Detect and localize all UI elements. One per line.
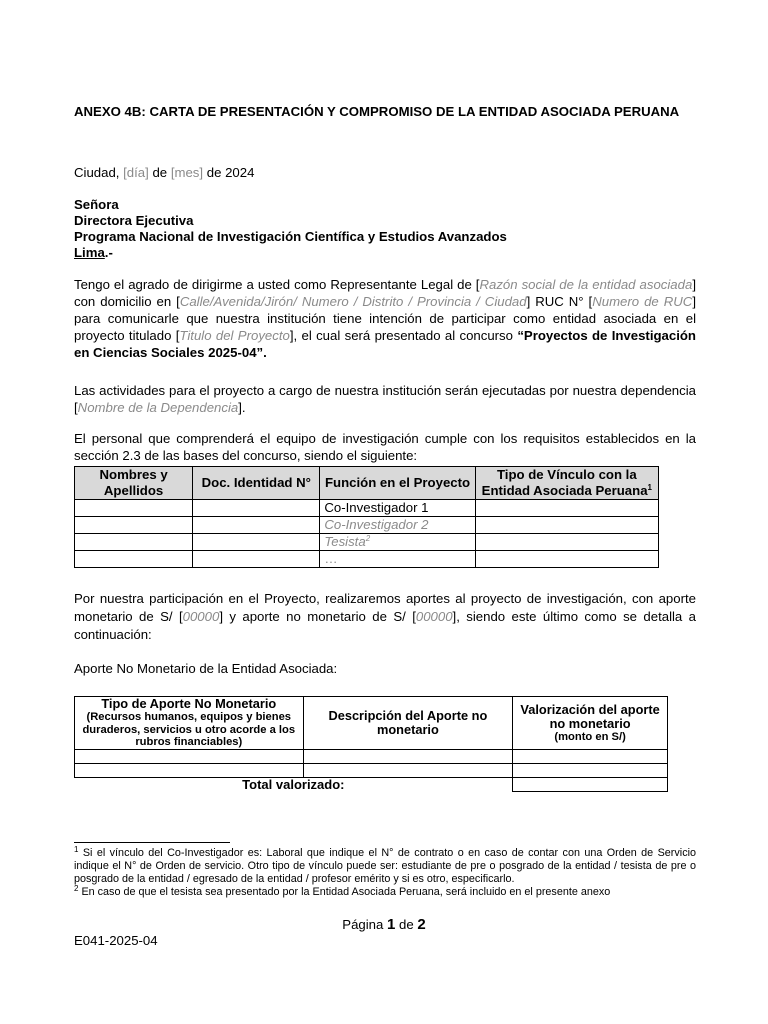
footnote-separator [74, 842, 230, 843]
total-row [75, 778, 668, 792]
footnote-1: $^1$ Si el vínculo del Co-Investigador es: Laboral que indique el N° de contrato o en caso de contar con una Orden de Servicio indique el N° de Orden de servicio. Otro tipo de vínculo puede ser: estudiante de pre o posgrado de la entidad / tesista de pre o posgrado de la entidad / egresado de la entidad / profesor emérito y si es otro, especificarlo. [74, 845, 696, 885]
total-label: Total valorizado: [75, 778, 513, 792]
paragraph-activities: Las actividades para el proyecto a cargo de nuestra institución serán ejecutadas por nuestra dependencia [Nombre de la Dependencia]. [74, 383, 696, 415]
col-header-tipo-aporte: Tipo de Aporte No Monetario (Recursos humanos, equipos y bienes duraderos, servicios u otro acorde a los rubros financiables) [75, 697, 304, 750]
titulo-placeholder: Titulo del Proyecto [179, 328, 290, 343]
month-placeholder: mes [174, 165, 200, 180]
recipient-block [74, 197, 696, 261]
monto-no-monetario-placeholder: 00000 [415, 609, 453, 624]
aporte-heading: Aporte No Monetario de la Entidad Asociada: [74, 661, 338, 676]
table-row [75, 551, 659, 568]
col-header-descripcion: Descripción del Aporte no monetario [303, 697, 513, 750]
recipient-organization: Programa Nacional de Investigación Científica y Estudios Avanzados [74, 229, 507, 244]
paragraph-team: El personal que comprenderá el equipo de investigación cumple con los requisitos establecidos en la sección 2.3 de las bases del concurso, siendo el siguiente: [74, 431, 696, 463]
dependencia-placeholder: Nombre de la Dependencia [77, 400, 239, 415]
paragraph-intro: Tengo el agrado de dirigirme a usted como Representante Legal de [Razón social de la entidad asociada] con domicilio en [Calle/Avenida/Jirón/ Numero / Distrito / Provincia / Ciudad] RUC N° [Numero de RUC] para comunicarle que nuestra institución tiene intención de participar como entidad asociada en el proyecto titulado [Titulo del Proyecto], el cual será presentado al concurso “Proyectos de Investigación en Ciencias Sociales 2025-04”. [74, 277, 696, 360]
recipient-position: Directora Ejecutiva [74, 213, 194, 228]
ruc-placeholder: Numero de RUC [592, 294, 693, 309]
col-header-nombres: Nombres y Apellidos [75, 467, 193, 500]
page-number: Página 1 de 2 [342, 916, 426, 933]
col-header-doc: Doc. Identidad N° [193, 467, 320, 500]
razon-social-placeholder: Razón social de la entidad asociada [479, 277, 693, 292]
role-ellipsis: … [320, 551, 475, 568]
col-header-vinculo: Tipo de Vínculo con la Entidad Asociada Peruana$^1$ [475, 467, 658, 500]
aporte-table [74, 696, 668, 792]
table-row [75, 517, 659, 534]
col-header-funcion: Función en el Proyecto [320, 467, 475, 500]
role-tesista: Tesista$^2$ [320, 534, 475, 551]
recipient-city: Lima.- [74, 245, 113, 260]
paragraph-aportes: Por nuestra participación en el Proyecto, realizaremos aportes al proyecto de investigación, con aporte monetario de S/ [00000] y aporte no monetario de S/ [00000], siendo este último como se detalla a continuación: [74, 591, 697, 642]
team-table-header [75, 467, 659, 500]
role-co-investigador-2: Co-Investigador 2 [320, 517, 475, 534]
table-row [75, 534, 659, 551]
table-row [75, 500, 659, 517]
footnote-2: $^2$ En caso de que el tesista sea presentado por la Entidad Asociada Peruana, será incluido en el presente anexo [74, 884, 611, 898]
table-row [75, 750, 668, 764]
team-table [74, 466, 659, 568]
document-code: E041-2025-04 [74, 933, 158, 948]
document-title: ANEXO 4B: CARTA DE PRESENTACIÓN Y COMPROMISO DE LA ENTIDAD ASOCIADA PERUANA [74, 104, 680, 119]
table-row [75, 764, 668, 778]
domicilio-placeholder: Calle/Avenida/Jirón/ Numero / Distrito / Provincia / Ciudad [179, 294, 527, 309]
col-header-valorizacion: Valorización del aporte no monetario (monto en S/) [513, 697, 668, 750]
day-placeholder: día [126, 165, 146, 180]
date-line: Ciudad, [día] de [mes] de 2024 [74, 165, 255, 180]
role-co-investigador-1: Co-Investigador 1 [320, 500, 475, 517]
recipient-salutation: Señora [74, 197, 119, 212]
aporte-table-header [75, 697, 668, 750]
monto-monetario-placeholder: 00000 [182, 609, 220, 624]
concurso-name: “Proyectos de Investigación en Ciencias Sociales 2025-04”. [74, 328, 696, 360]
